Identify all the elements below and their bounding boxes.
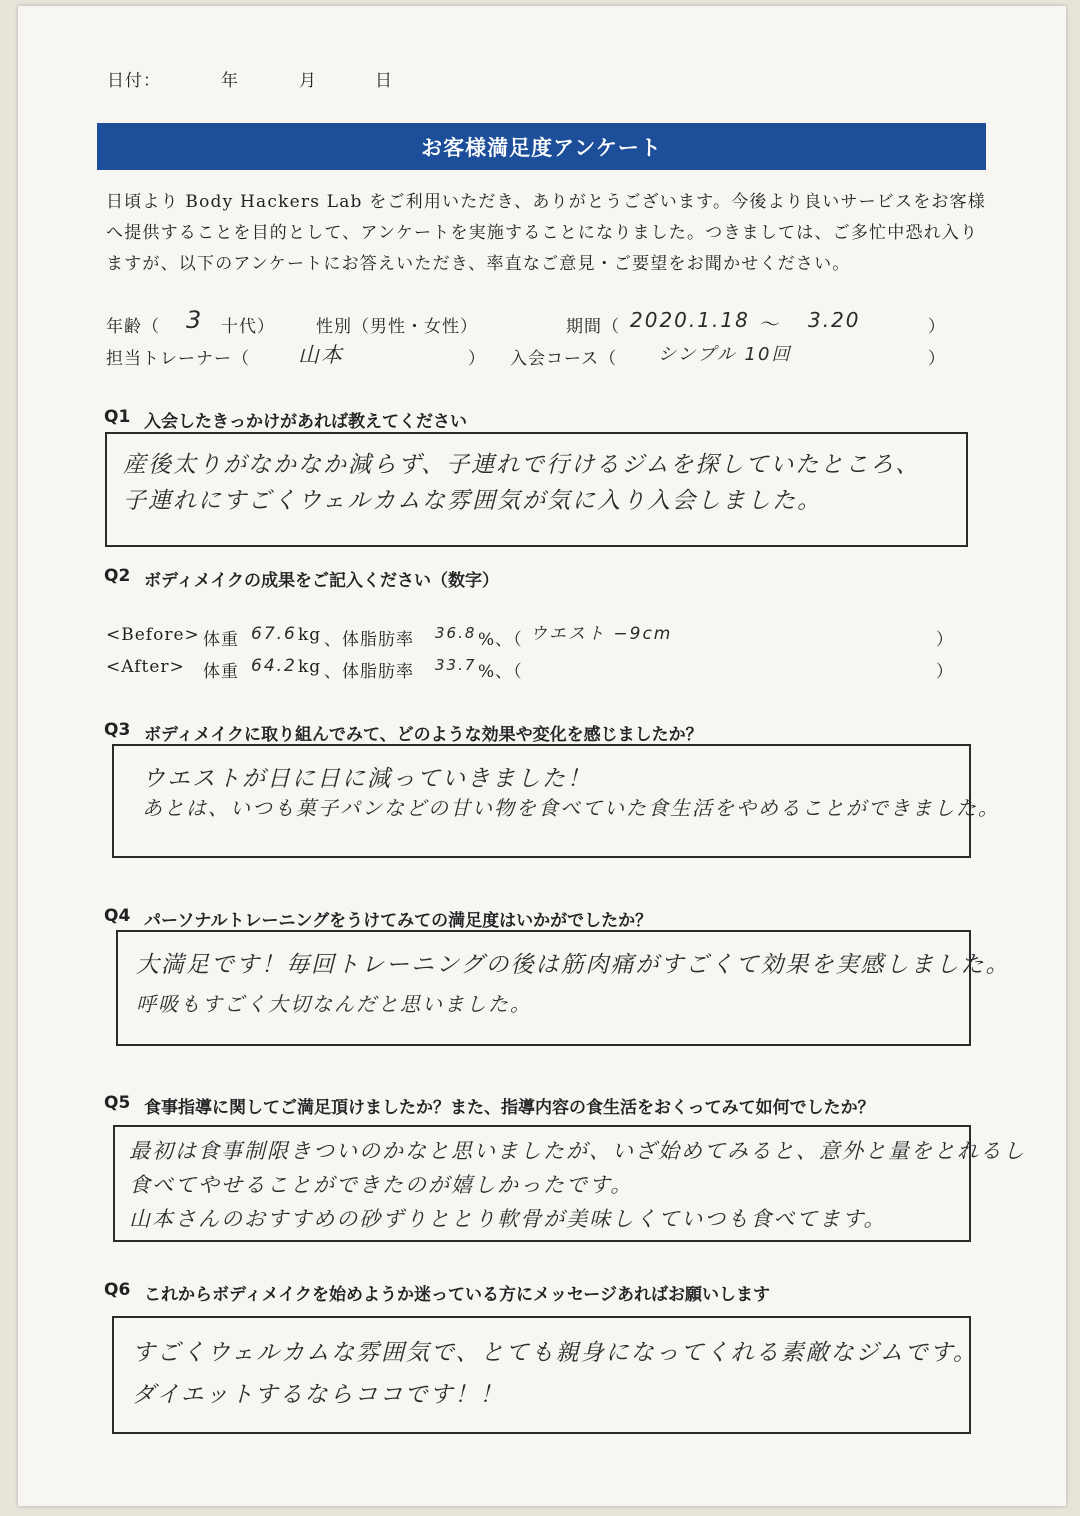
q1-answer-line-2: 子連れにすごくウェルカムな雰囲気が気に入り入会しました。 [123,488,823,514]
before-kg: kg [298,625,322,645]
q5-answer-line-3: 山本さんのおすすめの砂ずりととり軟骨が美味しくていつも食べてます。 [129,1207,887,1231]
q4-answer-box [116,930,1011,1046]
q4-question: パーソナルトレーニングをうけてみての満足度はいかがでしたか？ [144,911,653,931]
after-close-paren: ） [936,662,954,682]
q1-number: Q1 [104,407,131,427]
q3-question: ボディメイクに取り組んでみて、どのような効果や変化を感じましたか？ [144,725,703,745]
period-close-paren: ） [928,317,946,337]
course-close-paren: ） [928,349,946,369]
q4-number: Q4 [104,906,131,926]
q3-answer-box [112,744,1000,858]
after-kg: kg [298,657,322,677]
q1-answer-box [105,432,968,547]
q5-answer-line-2: 食べてやせることができたのが嬉しかったです。 [129,1173,634,1197]
before-bodyfat-label: 、体脂肪率 [324,630,414,650]
trainer-close-paren: ） [468,349,486,369]
q4-answer-line-2: 呼吸もすごく大切なんだと思いました。 [136,992,532,1016]
after-bodyfat-value: 33.7 [435,656,477,674]
q5-question: 食事指導に関してご満足頂けましたか？また、指導内容の食生活をおくってみて如何でしたか？ [144,1098,875,1118]
period-label: 期間（ [566,317,620,337]
after-pct-paren: %、（ [478,662,523,682]
q5-answer-line-1: 最初は食事制限きついのかなと思いましたが、いざ始めてみると、意外と量をとれるし [129,1139,1026,1163]
before-note: ウエスト −9cm [530,624,673,644]
gender-label: 性別（男性・女性） [316,317,478,337]
q3-number: Q3 [104,720,131,740]
before-bodyfat-value: 36.8 [435,624,477,642]
before-label: <Before> [106,625,200,645]
date-year: 年 [221,71,239,91]
period-start: 2020.1.18 [630,308,750,332]
q6-number: Q6 [104,1280,131,1300]
period-tilde: 〜 [758,312,780,336]
q6-answer-line-2: ダイエットするならココです！！ [132,1382,505,1408]
survey-sheet [18,6,1066,1506]
before-weight-label: 体重 [203,630,239,650]
after-label: <After> [106,657,185,677]
q6-answer-line-1: すごくウェルカムな雰囲気で、とても親身になってくれる素敵なジムです。 [132,1340,978,1366]
q2-number: Q2 [104,566,131,586]
before-pct-paren: %、（ [478,630,523,650]
q3-answer-line-2: あとは、いつも菓子パンなどの甘い物を食べていた食生活をやめることができました。 [142,796,1000,820]
age-label: 年齢（ [106,317,160,337]
age-suffix: 十代） [221,317,275,337]
q6-answer-box [112,1316,978,1434]
q1-question: 入会したきっかけがあれば教えてください [144,412,467,432]
trainer-label: 担当トレーナー（ [106,349,250,369]
period-end: 3.20 [808,308,861,332]
before-weight-value: 67.6 [251,624,297,644]
q4-answer-line-1: 大満足です！毎回トレーニングの後は筋肉痛がすごくて効果を実感しました。 [136,952,1011,978]
intro-paragraph: 日頃より Body Hackers Lab をご利用いただき、ありがとうございます。今後より良いサービスをお客様へ提供することを目的として、アンケートを実施することになりました。つきましては、ご多忙中恐れ入りますが、以下のアンケートにお答えいただき、率直なご意見・ご要望をお聞かせください。 [106,192,986,274]
course-label: 入会コース（ [510,349,618,369]
course-value: シンプル 10回 [658,344,792,365]
after-bodyfat-label: 、体脂肪率 [324,662,414,682]
trainer-value: 山本 [298,343,344,367]
after-weight-value: 64.2 [251,656,297,676]
q1-answer-line-1: 産後太りがなかなか減らず、子連れで行けるジムを探していたところ、 [123,452,921,478]
q5-number: Q5 [104,1093,131,1113]
age-value: 3 [186,306,204,334]
date-label: 日付： [107,71,161,91]
date-day: 日 [375,71,393,91]
q5-answer-box [113,1125,1026,1242]
after-weight-label: 体重 [203,662,239,682]
survey-title-banner: お客様満足度アンケート [97,123,986,170]
q3-answer-line-1: ウエストが日に日に減っていきました！ [142,766,592,792]
date-month: 月 [299,71,317,91]
q6-question: これからボディメイクを始めようか迷っている方にメッセージあればお願いします [144,1285,770,1305]
before-close-paren: ） [936,630,954,650]
q2-question: ボディメイクの成果をご記入ください（数字） [144,571,499,591]
